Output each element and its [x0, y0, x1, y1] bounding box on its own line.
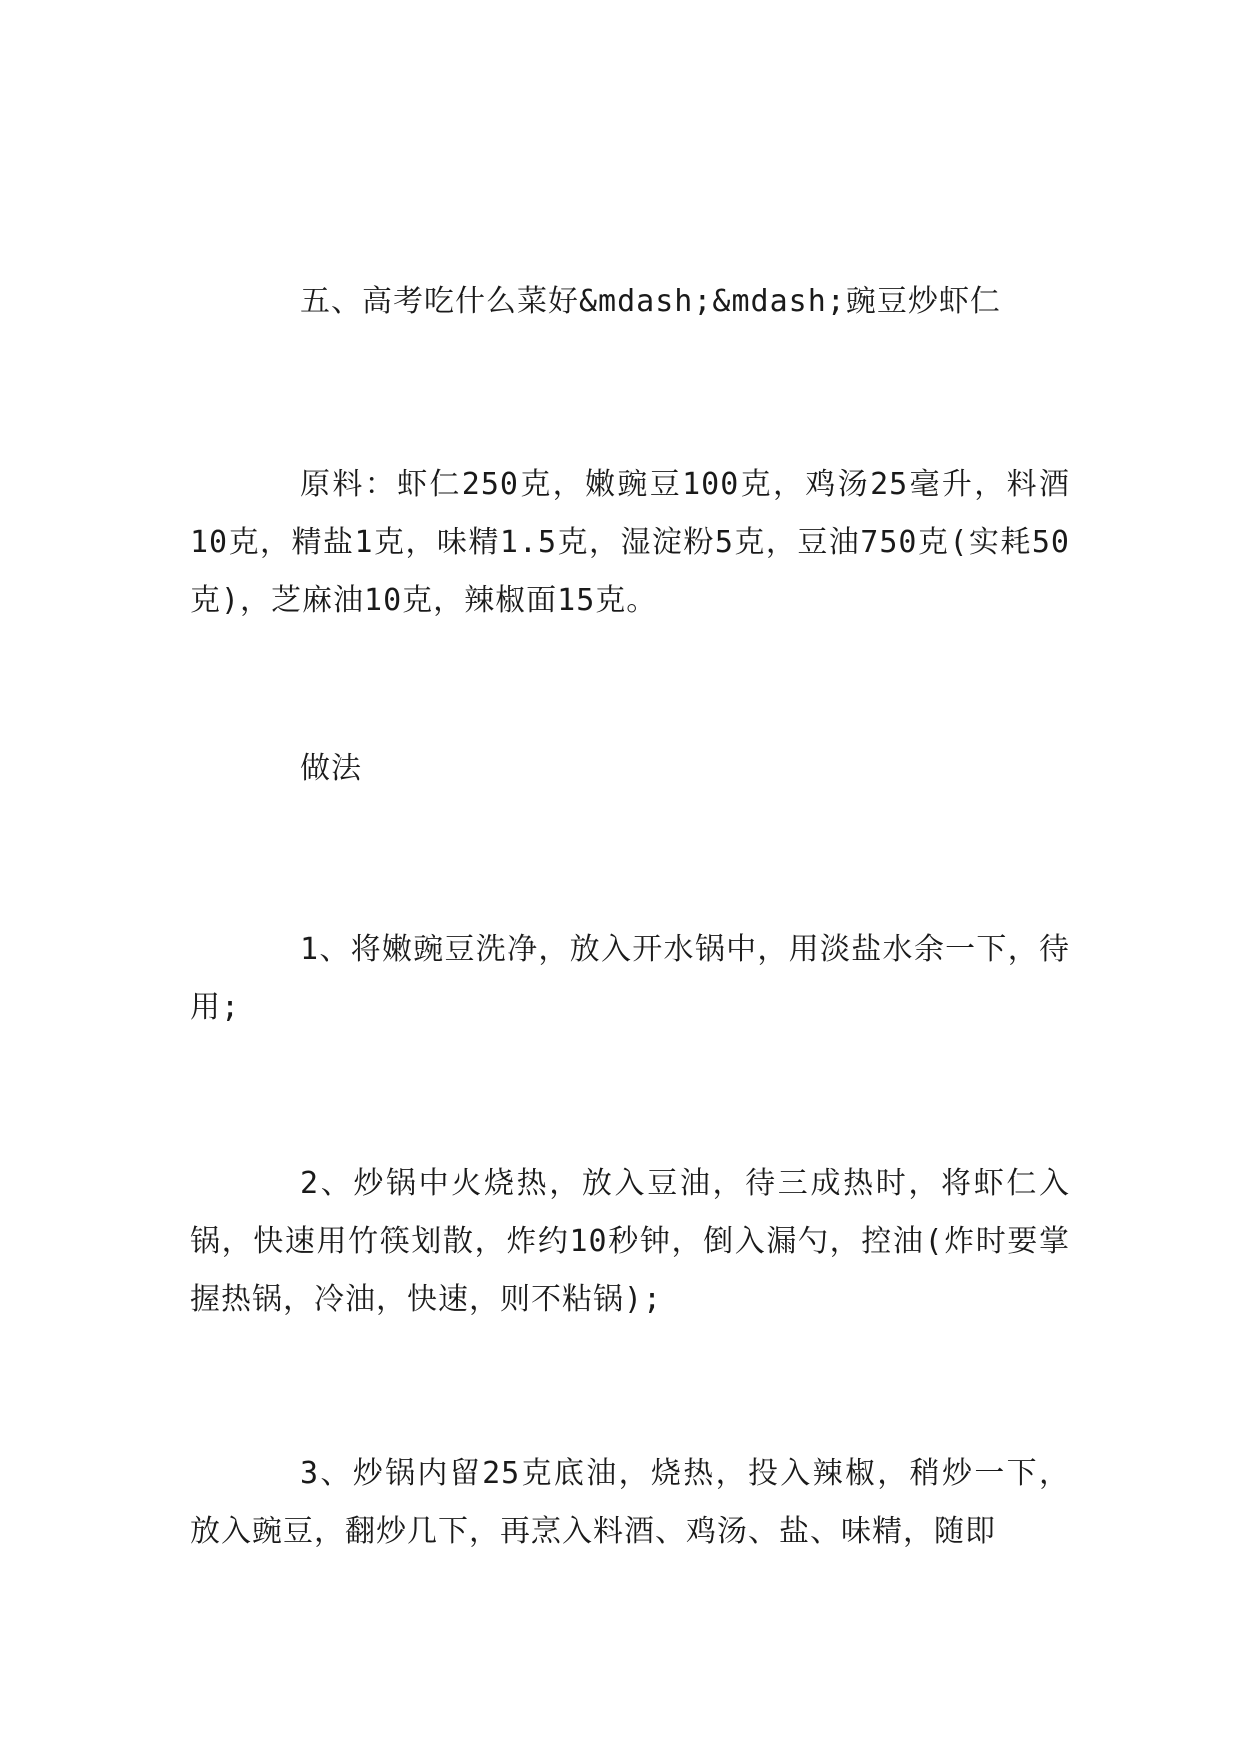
step-paragraph-3: 3、炒锅内留25克底油，烧热，投入辣椒，稍炒一下，放入豌豆，翻炒几下，再烹入料酒、鸡汤、盐、味精，随即	[190, 1456, 1070, 1549]
section-title: 五、高考吃什么菜好&mdash;&mdash;豌豆炒虾仁	[300, 284, 1001, 319]
step-paragraph-2: 2、炒锅中火烧热，放入豆油，待三成热时，将虾仁入锅，快速用竹筷划散，炸约10秒钟，倒入漏勺，控油(炸时要掌握热锅，冷油，快速，则不粘锅);	[190, 1166, 1070, 1317]
method-heading: 做法	[300, 751, 362, 786]
step-paragraph-1: 1、将嫩豌豆洗净，放入开水锅中，用淡盐水余一下，待用;	[190, 932, 1070, 1025]
ingredients-paragraph: 原料：虾仁250克，嫩豌豆100克，鸡汤25毫升，料酒10克，精盐1克，味精1.5克，湿淀粉5克，豆油750克(实耗50克)，芝麻油10克，辣椒面15克。	[190, 467, 1070, 618]
